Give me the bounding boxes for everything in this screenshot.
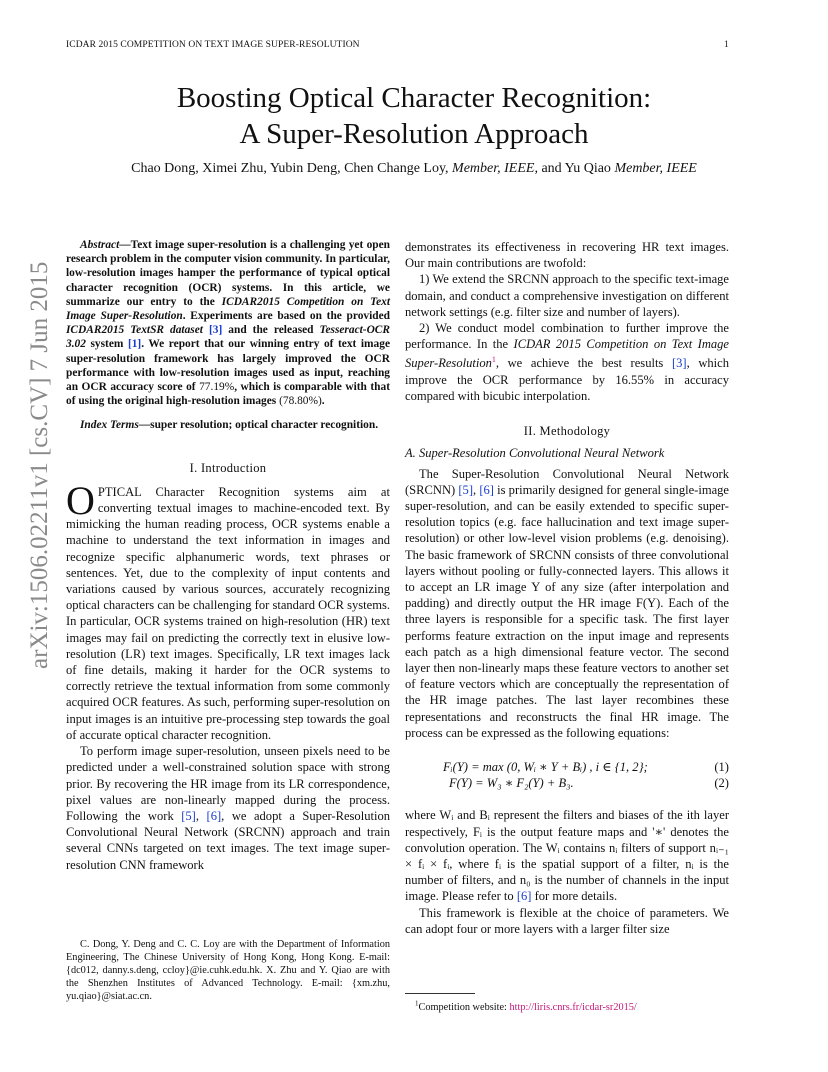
method-paragraph-1: The Super-Resolution Convolutional Neural Network (SRCNN) [5], [6] is primarily designed for general single-image super-resolution, and can be easily extended to specific super-resolution topics (e.g. face hallucination and text image super-resolution) or other low-level vision problems (e.g. denoising). The basic framework of SRCNN consists of three convolutional layers without pooling or fully-connected layers. This allows it to accept an LR image Y of any size (after interpolation and padding) and directly output the HR image F(Y). Each of the three layers is responsible for a specific task. The first layer performs feature extraction on the input image and represents each patch as a high dimensional feature vector. The second layer then non-linearly maps these feature vectors to another set of feature vectors which are conceptually the representation of the HR image patches. The last layer recombines these representations and reconstructs the final HR image. The process can be expressed as the following equations: xyxy=(405,466,729,740)
footnote-marker[interactable]: 1 xyxy=(491,355,496,365)
authors-text: and Yu Qiao xyxy=(537,161,615,176)
author-affiliation: Member, IEEE, xyxy=(452,161,538,176)
equation-1: Fᵢ(Y) = max (0, Wᵢ ∗ Y + Bᵢ) , i ∈ {1, 2}; (1) xyxy=(443,760,729,775)
title-line-1: Boosting Optical Character Recognition: xyxy=(176,82,652,114)
competition-website-link[interactable]: http://liris.cnrs.fr/icdar-sr2015/ xyxy=(509,1002,637,1014)
footnote-right: $^1$Competition website: http://liris.cnrs.fr/icdar-sr2015/ xyxy=(405,993,729,1014)
equation-2: F(Y) = W₃ ∗ F₂(Y) + B₃. (2) xyxy=(449,776,729,791)
abstract: Abstract—Text image super-resolution is a challenging yet open research problem in the computer vision community. In particular, low-resolution images hamper the performance of typical optical character recognition (OCR) systems. In this article, we summarize our entry to the ICDAR2015 Competition on Text Image Super-Resolution. Experiments are based on the provided ICDAR2015 TextSR dataset [3] and the released Tesseract-OCR 3.02 system [1]. We report that our winning entry of text image super-resolution framework has largely improved the OCR performance with low-resolution images used as input, reaching an OCR accuracy score of 77.19%, which is comparable with that of using the original high-resolution images (78.80%). xyxy=(66,239,391,408)
citation-link[interactable]: [6] xyxy=(206,808,222,823)
method-paragraph-2: where Wᵢ and Bᵢ represent the filters and biases of the ith layer respectively, Fᵢ is the output feature maps and '∗' denotes the convolution operation. The Wᵢ contains nᵢ filters of support nᵢ₋₁ × fᵢ × fᵢ, where fᵢ is the spatial support of a filter, nᵢ is the number of filters, and n₀ is the number of channels in the input image. Please refer to [6] for more details. xyxy=(405,808,729,904)
authors-text: Chao Dong, Ximei Zhu, Yubin Deng, Chen Change Loy, xyxy=(131,161,453,176)
drop-cap: O xyxy=(66,477,95,523)
citation-link[interactable]: [3] xyxy=(208,324,223,337)
subsection-heading: A. Super-Resolution Convolutional Neural Network xyxy=(405,446,665,461)
equation-block xyxy=(405,759,729,791)
arxiv-side-stamp[interactable]: arXiv:1506.02211v1 [cs.CV] 7 Jun 2015 xyxy=(26,261,53,669)
contributions-intro: demonstrates its effectiveness in recovering HR text images. Our main contributions are twofold: xyxy=(405,240,729,271)
method-paragraph-3: This framework is flexible at the choice of parameters. We can adopt four or more layers with a larger filter size xyxy=(405,905,729,936)
intro-paragraph-2: To perform image super-resolution, unseen pixels need to be predicted under a well-constrained solution space with strong prior. By recovering the HR image from its LR correspondence, pixel values are non-linearly mapped during the process. Following the work [5], [6], we adopt a Super-Resolution Convolutional Neural Network (SRCNN) approach and train several CNNs targeted on text images. The text image super-resolution CNN framework xyxy=(66,744,390,872)
citation-link[interactable]: [5] xyxy=(458,482,474,497)
author-affiliation: Member, IEEE xyxy=(614,161,697,176)
citation-link[interactable]: [5] xyxy=(181,808,196,823)
section-heading-introduction: I. Introduction xyxy=(189,460,267,475)
index-terms-label: Index Terms xyxy=(80,419,139,432)
intro-paragraph-1: OPTICAL Character Recognition systems aim at converting textual images to machine-encoded text. By mimicking the human reading process, OCR systems enable a machine to understand the text information in images and recognize specific alphanumeric words, text phrases or sentences. Yet, due to the complexity of input contents and variations caused by various sources, accurately recognizing optical characters can be challenging for standard OCR systems. In particular, OCR systems trained on high-resolution (HR) text images may fail on predicting the correctly text in elusive low-resolution (LR) text images. Specifically, LR text images lack of fine details, making it harder for the OCR systems to correctly retrieve the textual information from some commonly acquired OCR features. As such, performing super-resolution on input images is an intuitive pre-processing step towards the goal of accurate optical character recognition. xyxy=(66,477,390,742)
right-column xyxy=(405,239,729,937)
affiliation-footnote: C. Dong, Y. Deng and C. C. Loy are with the Department of Information Engineering, The Chinese University of Hong Kong, Hong Kong. E-mail: {dc012, danny.s.deng, ccloy}@ie.cuhk.edu.hk. X. Zhu and Y. Qiao are with the Shenzhen Institutes of Advanced Technology. E-mail: {xm.zhu, yu.qiao}@siat.ac.cn. xyxy=(66,939,390,1002)
footnote-rule xyxy=(405,993,475,994)
citation-link[interactable]: [1] xyxy=(127,338,142,351)
citation-link[interactable]: [3] xyxy=(671,356,687,371)
title-line-2: A Super-Resolution Approach xyxy=(239,118,589,150)
author-list xyxy=(0,161,828,177)
left-column xyxy=(66,238,390,873)
citation-link[interactable]: [6] xyxy=(516,889,532,904)
citation-link[interactable]: [6] xyxy=(479,482,494,497)
contribution-1: 1) We extend the SRCNN approach to the specific text-image domain, and conduct a comprehensive investigation on different network settings (e.g. filter size and number of layers). xyxy=(405,272,729,319)
index-terms: Index Terms—super resolution; optical character recognition. xyxy=(80,419,379,432)
running-header: ICDAR 2015 COMPETITION ON TEXT IMAGE SUPER-RESOLUTION xyxy=(66,40,360,50)
contribution-2: 2) We conduct model combination to further improve the performance. In the ICDAR 2015 Competition on Text Image Super-Resolution$^1$, we achieve the best results [3], which improve the OCR performance by 16.55% in accuracy compared with bicubic interpolation. xyxy=(405,321,729,403)
paper-title xyxy=(0,80,828,152)
page-number: 1 xyxy=(724,40,729,50)
section-heading-methodology: II. Methodology xyxy=(523,424,611,439)
abstract-label: Abstract xyxy=(80,239,120,251)
